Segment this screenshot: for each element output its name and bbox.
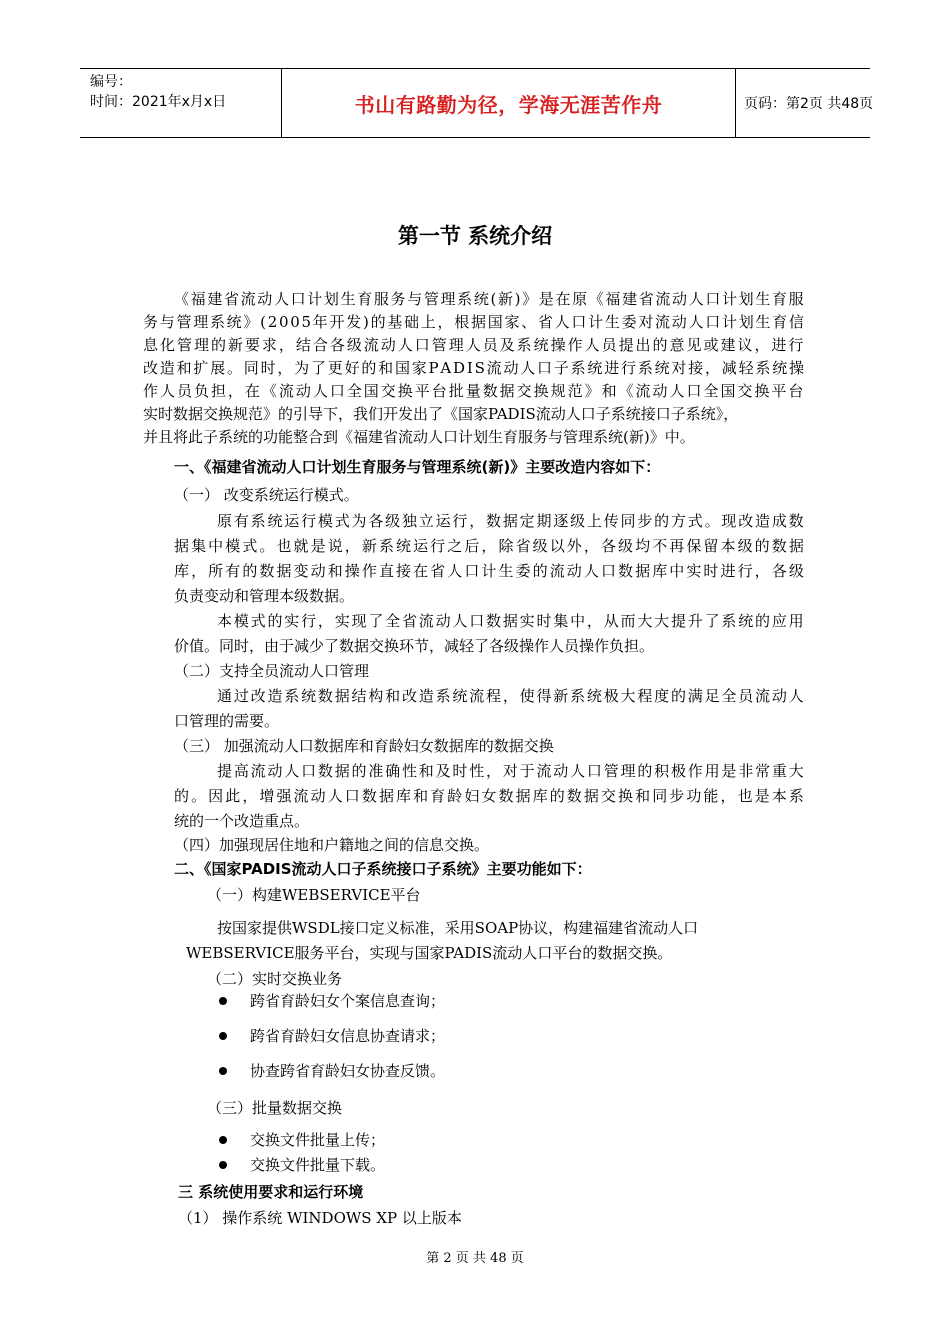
section1-item2-title: （二）支持全员流动人口管理 [174, 662, 370, 680]
bullet-item: 交换文件批量上传； [250, 1131, 386, 1149]
header-page-info: 页码：第2页 共48页 [744, 96, 874, 112]
header-motto: 书山有路勤为径，学海无涯苦作舟 [354, 92, 663, 117]
paragraph-line: 本 模 式 的 实 行 ， 实 现 了 全 省 流 动 人 口 数 据 实 时 集 中 ， 从 而 大 大 提 升 了 系 统 的 应 用 [217, 612, 804, 630]
paragraph-line: 统的一个改造重点。 [174, 812, 310, 830]
bullet-item: 跨省育龄妇女信息协查请求； [250, 1027, 446, 1045]
bullet-item: 协查跨省育龄妇女协查反馈。 [250, 1062, 446, 1080]
code-label: 编号： [90, 74, 132, 90]
section-title: 第一节 系统介绍 [397, 224, 553, 248]
bullet-icon [219, 997, 227, 1005]
intro-line: 实时数据交换规范》的引导下，我们开发出了《国家PADIS流动人口子系统接口子系统》， [143, 405, 739, 423]
section1-item1-title: （一） 改变系统运行模式。 [174, 486, 359, 504]
paragraph-line: 据 集 中 模 式 。 也 就 是 说 ， 新 系 统 运 行 之 后 ， 除 省 级 以 外 ， 各 级 均 不 再 保 留 本 级 的 数 据 [174, 537, 804, 555]
bullet-icon [219, 1067, 227, 1075]
paragraph-line: 负责变动和管理本级数据。 [174, 587, 355, 605]
paragraph-line: 原 有 系 统 运 行 模 式 为 各 级 独 立 运 行 ， 数 据 定 期 逐 级 上 传 同 步 的 方 式 。 现 改 造 成 数 [217, 512, 804, 530]
paragraph-line: 口管理的需要。 [174, 712, 280, 730]
paragraph-line: WEBSERVICE服务平台，实现与国家PADIS流动人口平台的数据交换。 [186, 944, 673, 962]
page-footer: 第 2 页 共 48 页 [426, 1251, 524, 1266]
paragraph-line: 通 过 改 造 系 统 数 据 结 构 和 改 造 系 统 流 程 ， 使 得 新 系 统 极 大 程 度 的 满 足 全 员 流 动 人 [217, 687, 804, 705]
page-header [80, 68, 874, 138]
bullet-item: 交换文件批量下载。 [250, 1156, 386, 1174]
bullet-item: 跨省育龄妇女个案信息查询； [250, 992, 446, 1010]
header-motto-cell [282, 69, 736, 137]
bullet-icon [219, 1161, 227, 1169]
intro-line: 务 与 管 理 系 统 》 ( 2 0 0 5 年 开 发 ) 的 基 础 上 ， 根 据 国 家 、 省 人 口 计 生 委 对 流 动 人 口 计 划 生 育 信 [143, 313, 804, 331]
section3-item1: （1） 操作系统 WINDOWS XP 以上版本 [178, 1209, 462, 1227]
intro-line: 息 化 管 理 的 新 要 求 ， 结 合 各 级 流 动 人 口 管 理 人 员 及 系 统 操 作 人 员 提 出 的 意 见 或 建 议 ， 进 行 [143, 336, 804, 354]
section2-item1-title: （一）构建WEBSERVICE平台 [207, 886, 421, 904]
section3-heading: 三 系统使用要求和运行环境 [178, 1183, 364, 1201]
intro-line: 作 人 员 负 担 ， 在 《 流 动 人 口 全 国 交 换 平 台 批 量 数 据 交 换 规 范 》 和 《 流 动 人 口 全 国 交 换 平 台 [143, 382, 804, 400]
intro-line: 改 造 和 扩 展 。 同 时 ， 为 了 更 好 的 和 国 家 P A D I S 流 动 人 口 子 系 统 进 行 系 统 对 接 ， 减 轻 系 统 操 [143, 359, 804, 377]
bullet-icon [219, 1136, 227, 1144]
paragraph-line: 提 高 流 动 人 口 数 据 的 准 确 性 和 及 时 性 ， 对 于 流 动 人 口 管 理 的 积 极 作 用 是 非 常 重 大 [217, 762, 804, 780]
paragraph-line: 的 。 因 此 ， 增 强 流 动 人 口 数 据 库 和 育 龄 妇 女 数 据 库 的 数 据 交 换 和 同 步 功 能 ， 也 是 本 系 [174, 787, 804, 805]
intro-line: 并且将此子系统的功能整合到《福建省流动人口计划生育服务与管理系统(新)》中。 [143, 428, 695, 446]
paragraph-line: 库 ， 所 有 的 数 据 变 动 和 操 作 直 接 在 省 人 口 计 生 委 的 流 动 人 口 数 据 库 中 实 时 进 行 ， 各 级 [174, 562, 804, 580]
date-label: 时间：2021年x月x日 [90, 94, 227, 110]
section2-heading: 二、《国家PADIS流动人口子系统接口子系统》主要功能如下： [174, 860, 592, 878]
intro-line: 《 福 建 省 流 动 人 口 计 划 生 育 服 务 与 管 理 系 统 ( 新 ) 》 是 在 原 《 福 建 省 流 动 人 口 计 划 生 育 服 [174, 290, 804, 308]
paragraph-line: 按国家提供WSDL接口定义标准，采用SOAP协议，构建福建省流动人口 [217, 919, 699, 937]
header-meta [80, 69, 282, 137]
bullet-icon [219, 1032, 227, 1040]
section1-item4-title: （四）加强现居住地和户籍地之间的信息交换。 [174, 836, 490, 854]
section1-item3-title: （三） 加强流动人口数据库和育龄妇女数据库的数据交换 [174, 737, 554, 755]
section1-heading: 一、《福建省流动人口计划生育服务与管理系统(新)》主要改造内容如下： [174, 458, 661, 476]
section2-item3-title: （三）批量数据交换 [207, 1099, 343, 1117]
section2-item2-title: （二）实时交换业务 [207, 970, 343, 988]
paragraph-line: 价值。同时，由于减少了数据交换环节，减轻了各级操作人员操作负担。 [174, 637, 655, 655]
